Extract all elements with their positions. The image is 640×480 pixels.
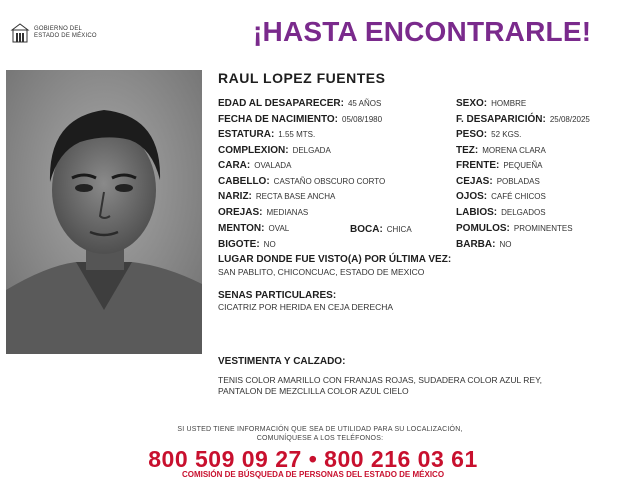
field-nose: NARIZ: RECTA BASE ANCHA [218, 191, 336, 202]
field-height: ESTATURA: 1.55 MTS. [218, 129, 316, 140]
field-disappearance-date: F. DESAPARICIÓN: 25/08/2025 [456, 114, 590, 125]
info-line-2: COMUNÍQUESE A LOS TELÉFONOS: [256, 435, 384, 442]
government-logo [10, 22, 120, 44]
field-weight: PESO: 52 KGS. [456, 129, 522, 140]
particular-marks-title: SENAS PARTICULARES: [218, 290, 337, 301]
last-seen-title: LUGAR DONDE FUE VISTO(A) POR ÚLTIMA VEZ: [218, 254, 452, 265]
state-emblem-icon [10, 22, 30, 44]
field-face: CARA: OVALADA [218, 160, 292, 171]
field-eyes: OJOS: CAFÉ CHICOS [456, 191, 546, 202]
field-chin: MENTON: OVAL [218, 223, 290, 234]
clothing-line-1: TENIS COLOR AMARILLO CON FRANJAS ROJAS, SUDADERA COLOR AZUL REY, [218, 375, 543, 385]
field-mouth: BOCA: CHICA [350, 224, 412, 235]
field-age: EDAD AL DESAPARECER: 45 AÑOS [218, 98, 382, 109]
commission-name: COMISIÓN DE BÚSQUEDA DE PERSONAS DEL ESTADO DE MÉXICO [181, 470, 445, 479]
person-name: RAUL LOPEZ FUENTES [218, 70, 386, 86]
field-forehead: FRENTE: PEQUEÑA [456, 160, 543, 171]
clothing-title: VESTIMENTA Y CALZADO: [218, 356, 346, 367]
logo-line-2: ESTADO DE MÉXICO [34, 33, 97, 39]
particular-marks-text: CICATRIZ POR HERIDA EN CEJA DERECHA [218, 302, 394, 312]
headline: ¡HASTA ENCONTRARLE! [253, 16, 592, 47]
field-lips: LABIOS: DELGADOS [456, 207, 546, 218]
field-birth-date: FECHA DE NACIMIENTO: 05/08/1980 [218, 114, 383, 125]
field-cheekbones: POMULOS: PROMINENTES [456, 223, 573, 234]
field-build: COMPLEXION: DELGADA [218, 145, 331, 156]
phone-numbers: 800 509 09 27 • 800 216 03 61 [148, 446, 478, 472]
field-eyebrows: CEJAS: POBLADAS [456, 176, 540, 187]
field-beard: BARBA: NO [456, 239, 512, 250]
missing-person-photo [6, 70, 202, 354]
clothing-line-2: PANTALON DE MEZCLILLA COLOR AZUL CIELO [218, 386, 409, 396]
field-complexion: TEZ: MORENA CLARA [456, 145, 546, 156]
field-ears: OREJAS: MEDIANAS [218, 207, 309, 218]
logo-line-1: GOBIERNO DEL [34, 26, 83, 32]
info-line-1: SI USTED TIENE INFORMACIÓN QUE SEA DE UTILIDAD PARA SU LOCALIZACIÓN, [177, 426, 463, 433]
portrait-image [6, 70, 202, 354]
last-seen-text: SAN PABLITO, CHICONCUAC, ESTADO DE MEXICO [218, 267, 425, 277]
field-hair: CABELLO: CASTAÑO OBSCURO CORTO [218, 176, 386, 187]
field-mustache: BIGOTE: NO [218, 239, 276, 250]
field-sex: SEXO: HOMBRE [456, 98, 527, 109]
